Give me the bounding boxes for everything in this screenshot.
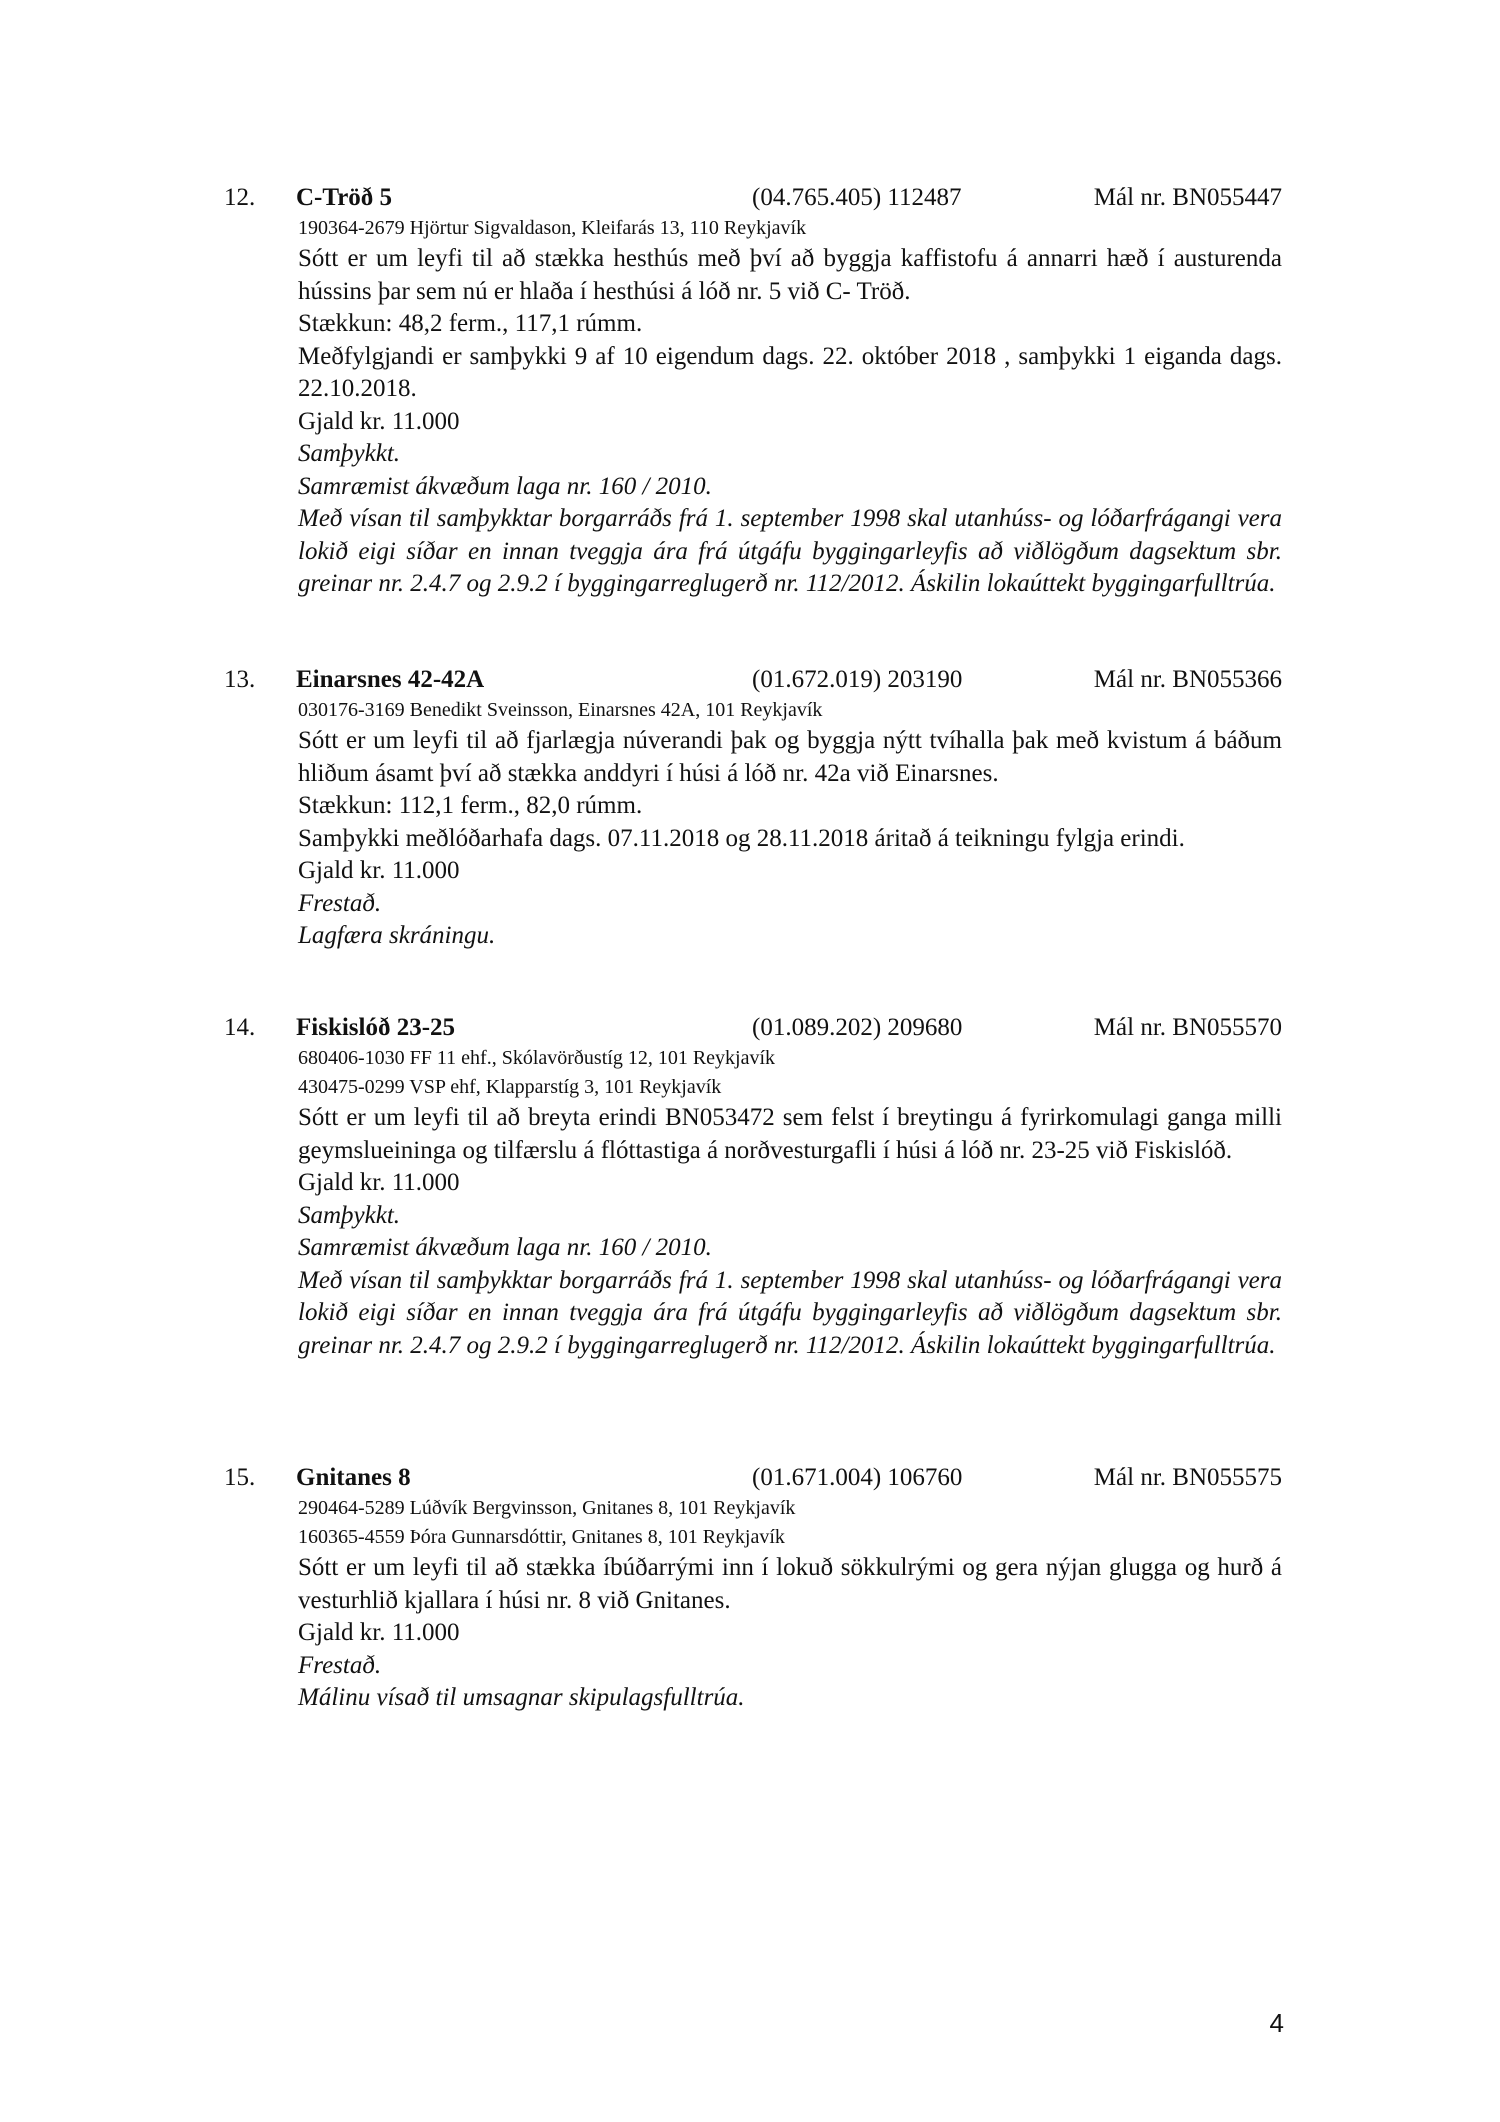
case-paragraph: Gjald kr. 11.000: [298, 1619, 460, 1646]
property-reference: (01.671.004) 106760: [752, 1464, 963, 1491]
case-id: Mál nr. BN055366: [1093, 666, 1282, 693]
case-header: [0, 1462, 1500, 1494]
case-id: Mál nr. BN055447: [1093, 184, 1282, 211]
case-id: Mál nr. BN055570: [1093, 1014, 1282, 1041]
case-number: 14.: [224, 1014, 256, 1041]
case-number: 15.: [224, 1464, 256, 1491]
case-paragraph: Sótt er um leyfi til að breyta erindi BN053472 sem felst í breytingu á fyrirkomulagi ganga milli geymslueininga og tilfærslu á flóttastiga á norðvesturgafli í húsi á lóð nr. 23-25 við Fiskislóð.: [298, 1104, 1282, 1164]
case-paragraph: Samþykki meðlóðarhafa dags. 07.11.2018 og 28.11.2018 áritað á teikningu fylgja erindi.: [298, 824, 1185, 852]
decision-text: Samræmist ákvæðum laga nr. 160 / 2010.: [298, 1234, 712, 1261]
case-body: [298, 1044, 1282, 1362]
case-paragraph: Gjald kr. 11.000: [298, 857, 460, 884]
owner-line: 190364-2679 Hjörtur Sigvaldason, Kleifarás 13, 110 Reykjavík: [298, 217, 807, 239]
case-paragraph: Gjald kr. 11.000: [298, 407, 460, 435]
case-address: Gnitanes 8: [296, 1464, 411, 1491]
owner-line: 160365-4559 Þóra Gunnarsdóttir, Gnitanes 8, 101 Reykjavík: [298, 1526, 785, 1548]
decision-text: Málinu vísað til umsagnar skipulagsfulltrúa.: [298, 1684, 745, 1711]
case-paragraph: Sótt er um leyfi til að stækka íbúðarrými inn í lokuð sökkulrými og gera nýjan glugga og hurð á vesturhlið kjallara í húsi nr. 8 við Gnitanes.: [298, 1554, 1282, 1614]
page-number: 4: [1269, 2008, 1284, 2038]
case-header: [0, 1012, 1500, 1044]
case-header: [0, 664, 1500, 696]
property-reference: (04.765.405) 112487: [752, 184, 962, 211]
case-address: Fiskislóð 23-25: [296, 1014, 456, 1041]
case-paragraph: Sótt er um leyfi til að fjarlægja núverandi þak og byggja nýtt tvíhalla þak með kvistum á báðum hliðum ásamt því að stækka anddyri í húsi á lóð nr. 42a við Einarsnes.: [298, 727, 1282, 787]
case-paragraph: Sótt er um leyfi til að stækka hesthús með því að byggja kaffistofu á annarri hæð í austurenda hússins þar sem nú er hlaða í hesthúsi á lóð nr. 5 við C- Tröð.: [298, 245, 1282, 305]
owner-line: 430475-0299 VSP ehf, Klapparstíg 3, 101 Reykjavík: [298, 1076, 722, 1098]
case-paragraph: Gjald kr. 11.000: [298, 1169, 460, 1196]
decision-text: Samræmist ákvæðum laga nr. 160 / 2010.: [298, 472, 712, 500]
case-address: C-Tröð 5: [296, 184, 393, 211]
decision-text: Lagfæra skráningu.: [298, 922, 496, 949]
case-header: [0, 182, 1500, 214]
case-body: [298, 696, 1282, 953]
decision-text: Með vísan til samþykktar borgarráðs frá 1. september 1998 skal utanhúss- og lóðarfrágangi vera lokið eigi síðar en innan tveggja ára frá útgáfu byggingarleyfis að viðlögðum dagsektum sbr. greinar nr. 2.4.7 og 2.9.2 í byggingarreglugerð nr. 112/2012. Áskilin lokaúttekt byggingarfulltrúa.: [298, 1266, 1282, 1359]
decision-text: Frestað.: [298, 1651, 382, 1679]
case-id: Mál nr. BN055575: [1093, 1464, 1282, 1491]
property-reference: (01.089.202) 209680: [752, 1014, 963, 1041]
decision-text: Samþykkt.: [298, 1201, 401, 1229]
property-reference: (01.672.019) 203190: [752, 666, 963, 693]
case-entry: [0, 182, 1500, 601]
case-entry: [0, 664, 1500, 953]
owner-line: 290464-5289 Lúðvík Bergvinsson, Gnitanes 8, 101 Reykjavík: [298, 1497, 796, 1519]
decision-text: Samþykkt.: [298, 440, 401, 467]
case-entry: [0, 1462, 1500, 1715]
decision-text: Með vísan til samþykktar borgarráðs frá 1. september 1998 skal utanhúss- og lóðarfrágangi vera lokið eigi síðar en innan tveggja ára frá útgáfu byggingarleyfis að viðlögðum dagsektum sbr. greinar nr. 2.4.7 og 2.9.2 í byggingarreglugerð nr. 112/2012. Áskilin lokaúttekt byggingarfulltrúa.: [298, 505, 1282, 597]
case-paragraph: Meðfylgjandi er samþykki 9 af 10 eigendum dags. 22. október 2018 , samþykki 1 eiganda dags. 22.10.2018.: [298, 342, 1282, 402]
decision-text: Frestað.: [298, 889, 382, 917]
owner-line: 030176-3169 Benedikt Sveinsson, Einarsnes 42A, 101 Reykjavík: [298, 699, 823, 721]
case-body: [298, 1494, 1282, 1715]
case-paragraph: Stækkun: 48,2 ferm., 117,1 rúmm.: [298, 310, 643, 337]
case-paragraph: Stækkun: 112,1 ferm., 82,0 rúmm.: [298, 792, 643, 819]
case-address: Einarsnes 42-42A: [296, 666, 485, 693]
case-entry: [0, 1012, 1500, 1362]
case-body: [298, 214, 1282, 601]
case-number: 13.: [224, 666, 256, 693]
case-number: 12.: [224, 184, 256, 211]
owner-line: 680406-1030 FF 11 ehf., Skólavörðustíg 12, 101 Reykjavík: [298, 1047, 776, 1069]
